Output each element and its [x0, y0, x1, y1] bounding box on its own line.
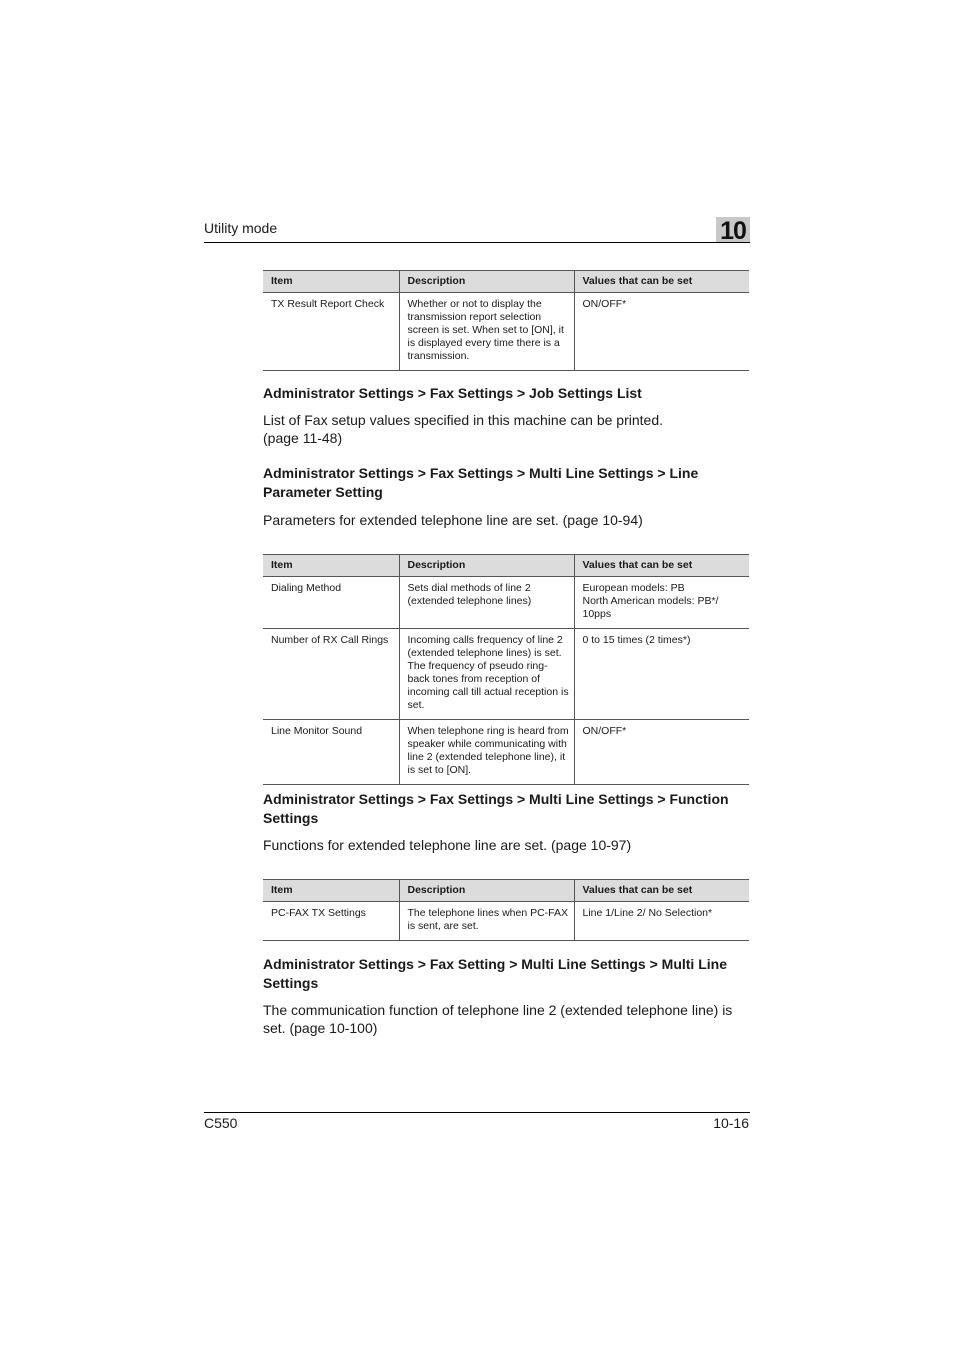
column-header-item: Item	[263, 555, 399, 577]
column-header-item: Item	[263, 880, 399, 902]
section-body-function-settings: Functions for extended telephone line are set. (page 10-97)	[263, 837, 632, 853]
cell-values: ON/OFF*	[574, 720, 749, 785]
header-rule	[204, 242, 750, 243]
cell-description: Whether or not to display the transmission report selection screen is set. When set to [ON], it is displayed every time there is a transmission.	[399, 293, 574, 371]
cell-description: When telephone ring is heard from speaker while communicating with line 2 (extended telephone line), it is set to [ON].	[399, 720, 574, 785]
column-header-description: Description	[399, 555, 574, 577]
table-row	[263, 629, 749, 720]
cell-values: 0 to 15 times (2 times*)	[574, 629, 749, 720]
section-heading-job-settings-list: Administrator Settings > Fax Settings > Job Settings List	[263, 385, 642, 401]
cell-item: TX Result Report Check	[263, 293, 399, 371]
table-row	[263, 293, 749, 371]
section-body-multi-line-settings: The communication function of telephone line 2 (extended telephone line) is set. (page 10-100)	[263, 1002, 733, 1036]
cell-item: PC-FAX TX Settings	[263, 902, 399, 941]
cell-item: Dialing Method	[263, 577, 399, 629]
running-header-title: Utility mode	[204, 220, 278, 236]
table-header-row	[263, 271, 749, 293]
cell-values: Line 1/Line 2/ No Selection*	[574, 902, 749, 941]
cell-description: The telephone lines when PC-FAX is sent, are set.	[399, 902, 574, 941]
footer-page-number: 10-16	[713, 1115, 749, 1131]
table-row	[263, 577, 749, 629]
column-header-values: Values that can be set	[574, 271, 749, 293]
cell-values: European models: PB North American models: PB*/ 10pps	[574, 577, 749, 629]
cell-item: Number of RX Call Rings	[263, 629, 399, 720]
footer-rule	[204, 1112, 750, 1113]
column-header-description: Description	[399, 880, 574, 902]
table-header-row	[263, 555, 749, 577]
chapter-number-badge: 10	[716, 217, 750, 243]
function-settings-table	[263, 879, 749, 941]
cell-values: ON/OFF*	[574, 293, 749, 371]
cell-description: Incoming calls frequency of line 2 (extended telephone lines) is set. The frequency of pseudo ring-back tones from reception of incoming call till actual reception is set.	[399, 629, 574, 720]
table-row	[263, 720, 749, 785]
section-heading-function-settings: Administrator Settings > Fax Settings > Multi Line Settings > Function Settings	[263, 791, 729, 826]
cell-description: Sets dial methods of line 2 (extended telephone lines)	[399, 577, 574, 629]
section-heading-line-parameter-setting: Administrator Settings > Fax Settings > Multi Line Settings > Line Parameter Setting	[263, 465, 699, 500]
table-row	[263, 902, 749, 941]
column-header-values: Values that can be set	[574, 555, 749, 577]
tx-result-table	[263, 270, 749, 371]
section-body-job-settings-list: List of Fax setup values specified in this machine can be printed. (page 11-48)	[263, 412, 663, 446]
section-body-line-parameter-setting: Parameters for extended telephone line are set. (page 10-94)	[263, 512, 643, 528]
column-header-description: Description	[399, 271, 574, 293]
footer-model-name: C550	[204, 1115, 238, 1131]
table-header-row	[263, 880, 749, 902]
column-header-item: Item	[263, 271, 399, 293]
cell-item: Line Monitor Sound	[263, 720, 399, 785]
section-heading-multi-line-settings: Administrator Settings > Fax Setting > Multi Line Settings > Multi Line Settings	[263, 956, 727, 991]
column-header-values: Values that can be set	[574, 880, 749, 902]
line-parameter-table	[263, 554, 749, 785]
